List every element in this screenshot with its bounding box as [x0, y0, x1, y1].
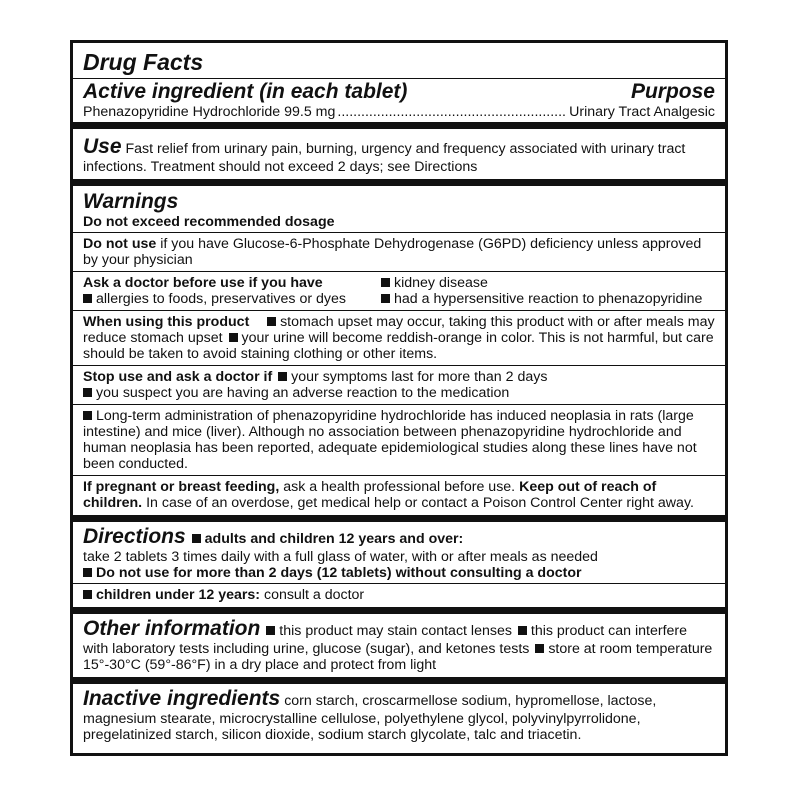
- stop-use-label: Stop use and ask a doctor if: [83, 369, 273, 385]
- bullet-square-icon: [266, 626, 275, 635]
- other-info-item: store at room temperature 15°-30°C (59°-86°F) in a dry place and protect from light: [83, 641, 713, 673]
- active-ingredient-heading: Active ingredient (in each tablet): [83, 80, 408, 103]
- when-using-item: your urine will become reddish-orange in color. This is not harmful, but care should be taken to avoid staining clothing or other items.: [83, 330, 714, 362]
- ask-doctor-item: kidney disease: [379, 275, 715, 291]
- purpose-heading: Purpose: [630, 80, 715, 103]
- neoplasia-section: [73, 404, 725, 475]
- overdose-text: In case of an overdose, get medical help or contact a Poison Control Center right away.: [146, 495, 694, 511]
- purpose-text: Urinary Tract Analgesic: [569, 104, 715, 120]
- neoplasia-text: Long-term administration of phenazopyridine hydrochloride has induced neoplasia in rats (large intestine) and mice (liver). Although no association between phenazopyridine hydrochloride and human neoplasia has been reported, adequate epidemiological studies along these lines have not been conducted.: [83, 408, 697, 472]
- directions-heading: Directions: [83, 525, 186, 548]
- inactive-ingredients-heading: Inactive ingredients: [83, 687, 281, 710]
- bullet-square-icon: [83, 294, 92, 303]
- bullet-square-icon: [83, 388, 92, 397]
- directions-section: [73, 515, 725, 583]
- do-not-use-section: [73, 232, 725, 271]
- inactive-ingredients-text: corn starch, croscarmellose sodium, hypromellose, lactose, magnesium stearate, microcrystalline cellulose, polyethylene glycol, polyvinylpyrrolidone, pregelatinized starch, silicon dioxide, sodium starch glycolate, talc and triacetin.: [83, 693, 657, 743]
- adults-label: adults and children 12 years and over:: [204, 531, 464, 547]
- when-using-section: [73, 310, 725, 365]
- adults-text: take 2 tablets 3 times daily with a full glass of water, with or after meals as needed: [83, 549, 598, 565]
- bullet-square-icon: [267, 317, 276, 326]
- other-info-item: this product may stain contact lenses: [279, 623, 512, 639]
- ask-doctor-label: Ask a doctor before use if you have: [83, 275, 323, 291]
- dosage-warning: Do not exceed recommended dosage: [83, 214, 335, 230]
- use-text: Fast relief from urinary pain, burning, urgency and frequency associated with urinary tract infections. Treatment should not exceed 2 days; see Directions: [83, 141, 686, 175]
- bullet-square-icon: [229, 333, 238, 342]
- use-section: [73, 122, 725, 179]
- bullet-square-icon: [518, 626, 527, 635]
- stop-use-item: your symptoms last for more than 2 days: [291, 369, 548, 385]
- ask-doctor-section: [73, 271, 725, 310]
- bullet-square-icon: [83, 411, 92, 420]
- when-using-label: When using this product: [83, 314, 250, 330]
- bullet-square-icon: [535, 644, 544, 653]
- children-text: consult a doctor: [263, 587, 365, 603]
- pregnant-text: ask a health professional before use.: [283, 479, 516, 495]
- use-heading: Use: [83, 135, 122, 158]
- title-section: [73, 43, 725, 78]
- limit-text: Do not use for more than 2 days (12 tablets) without consulting a doctor: [96, 565, 582, 581]
- active-ingredient-name: Phenazopyridine Hydrochloride 99.5 mg: [83, 104, 336, 120]
- stop-use-item: you suspect you are having an adverse reaction to the medication: [96, 385, 510, 401]
- do-not-use-text: if you have Glucose-6-Phosphate Dehydrogenase (G6PD) deficiency unless approved by your physician: [83, 236, 702, 268]
- ask-doctor-item: allergies to foods, preservatives or dyes: [83, 291, 375, 307]
- children-section: [73, 583, 725, 607]
- children-label: children under 12 years:: [96, 587, 261, 603]
- do-not-use-label: Do not use: [83, 236, 157, 252]
- pregnant-label: If pregnant or breast feeding,: [83, 479, 280, 495]
- keep-out-of-reach: Keep out of reach of children.: [83, 479, 657, 511]
- inactive-ingredients-section: [73, 677, 725, 747]
- bullet-square-icon: [192, 534, 201, 543]
- bullet-square-icon: [83, 590, 92, 599]
- warnings-heading-section: [73, 179, 725, 232]
- pregnancy-section: [73, 475, 725, 515]
- stop-use-section: [73, 365, 725, 404]
- other-info-section: [73, 607, 725, 677]
- active-ingredient-section: [73, 78, 725, 122]
- other-info-item: this product can interfere with laboratory tests including urine, glucose (sugar), and ketones tests: [83, 623, 688, 657]
- when-using-item: stomach upset may occur, taking this product with or after meals may reduce stomach upset: [83, 314, 715, 346]
- drug-facts-title: Drug Facts: [83, 49, 204, 75]
- drug-facts-panel: [70, 40, 728, 756]
- leader-dots: [337, 104, 567, 120]
- bullet-square-icon: [381, 294, 390, 303]
- other-info-heading: Other information: [83, 617, 261, 640]
- warnings-heading: Warnings: [83, 190, 179, 213]
- bullet-square-icon: [83, 568, 92, 577]
- bullet-square-icon: [381, 278, 390, 287]
- bullet-square-icon: [278, 372, 287, 381]
- ask-doctor-item: had a hypersensitive reaction to phenazopyridine: [379, 291, 715, 307]
